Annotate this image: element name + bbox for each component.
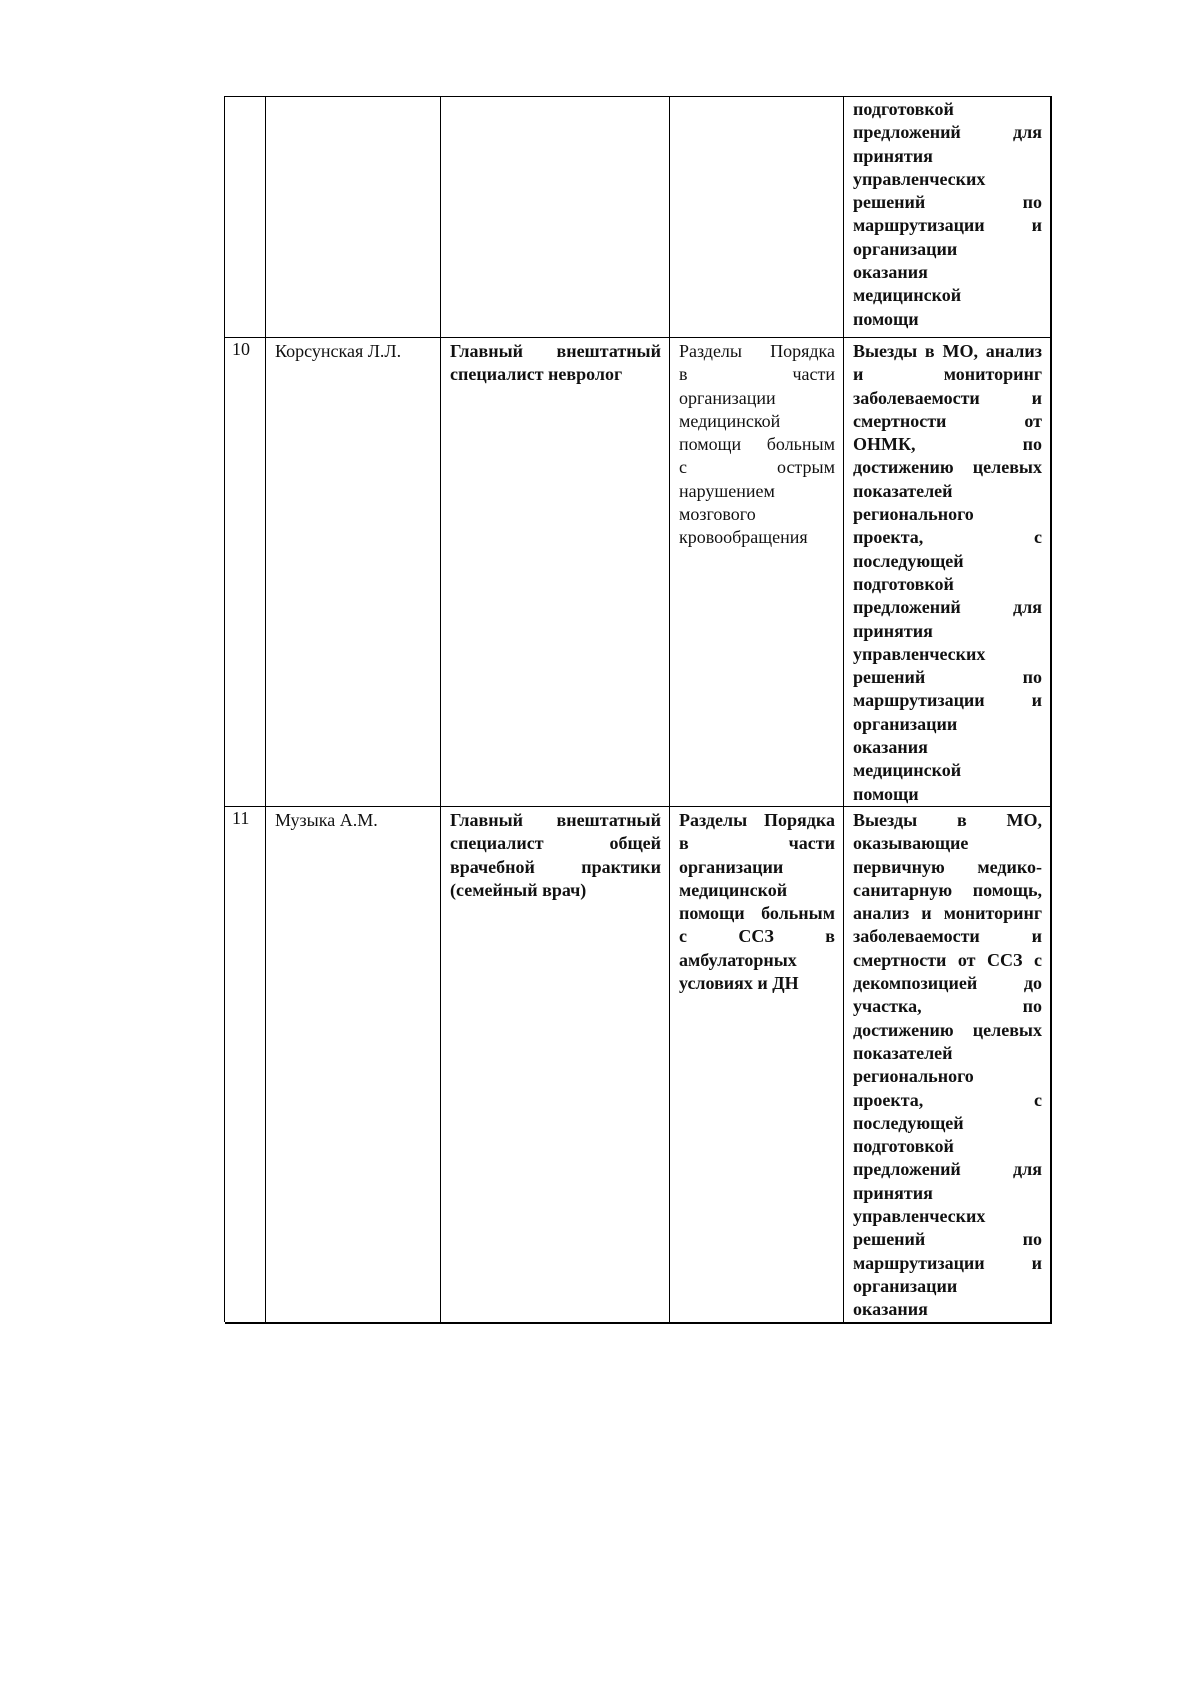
activities-line: показателей: [853, 1042, 953, 1063]
activities-line: оказания: [853, 1299, 928, 1320]
activities-line: решений по: [853, 192, 1042, 213]
activities-line: оказания: [853, 737, 928, 758]
cell-number: [225, 338, 266, 807]
sections-line: помощи больным: [679, 903, 835, 924]
position-line: специалист невролог: [450, 364, 623, 385]
sections-line: организации: [679, 856, 784, 877]
activities-line: организации: [853, 1275, 958, 1296]
activities-line: предложений для: [853, 122, 1042, 143]
sections-line: медицинской: [679, 879, 788, 900]
cell-position: [441, 338, 670, 807]
activities-line: организации: [853, 238, 958, 259]
activities-line: показателей: [853, 480, 953, 501]
activities-line: принятия: [853, 1182, 933, 1203]
position-line: Главный внештатный: [450, 341, 661, 361]
sections-line: с острым: [679, 457, 835, 478]
table-row: [225, 807, 1052, 1322]
activities-line: последующей: [853, 550, 964, 571]
cell-sections: [670, 807, 844, 1324]
activities-line: принятия: [853, 145, 933, 166]
activities-line: ОНМК, по: [853, 434, 1042, 455]
table-row: [225, 338, 1052, 807]
sections-line: в части: [679, 833, 835, 854]
position-line: специалист общей: [450, 833, 661, 854]
activities-line: предложений для: [853, 1159, 1042, 1180]
sections-line: организации: [679, 387, 776, 408]
sections-line: амбулаторных: [679, 949, 797, 970]
activities-line: анализ и мониторинг: [853, 903, 1042, 924]
row-number: 10: [232, 339, 250, 359]
activities-line: последующей: [853, 1112, 964, 1133]
activities-line: санитарную помощь,: [853, 879, 1042, 900]
activities-line: маршрутизации и: [853, 1252, 1042, 1273]
activities-line: заболеваемости и: [853, 387, 1042, 408]
cell-activities: [844, 807, 1052, 1324]
activities-line: и мониторинг: [853, 364, 1042, 385]
cell-name: [266, 97, 441, 338]
position-line: врачебной практики: [450, 856, 661, 877]
activities-line: регионального: [853, 504, 974, 525]
activities-line: маршрутизации и: [853, 215, 1042, 236]
activities-line: помощи: [853, 783, 919, 804]
cell-sections: [670, 338, 844, 807]
activities-line: достижению целевых: [853, 457, 1042, 478]
position-line: (семейный врач): [450, 879, 587, 900]
sections-line: кровообращения: [679, 527, 808, 548]
activities-line: предложений для: [853, 597, 1042, 618]
cell-name: [266, 338, 441, 807]
cell-activities: [844, 338, 1052, 807]
sections-line: медицинской: [679, 410, 781, 431]
cell-position: [441, 97, 670, 338]
activities-line: оказания: [853, 262, 928, 283]
activities-line: медицинской: [853, 285, 962, 306]
activities-line: оказывающие: [853, 833, 969, 854]
sections-line: условиях и ДН: [679, 973, 799, 994]
activities-line: Выезды в МО,: [853, 810, 1042, 830]
sections-line: с ССЗ в: [679, 926, 835, 947]
sections-line: Разделы Порядка: [679, 810, 835, 830]
activities-line: регионального: [853, 1066, 974, 1087]
activities-line: подготовкой: [853, 573, 954, 594]
activities-line: декомпозицией до: [853, 973, 1042, 994]
activities-line: управленческих: [853, 168, 986, 189]
cell-position: [441, 807, 670, 1324]
activities-line: первичную медико-: [853, 856, 1042, 877]
row-number: 11: [232, 808, 250, 828]
activities-line: проекта, с: [853, 1089, 1042, 1110]
cell-activities: [844, 97, 1052, 338]
name-text: Музыка А.М.: [275, 810, 378, 830]
cell-name: [266, 807, 441, 1324]
cell-sections: [670, 97, 844, 338]
activities-line: подготовкой: [853, 1136, 954, 1157]
activities-line: подготовкой: [853, 99, 954, 119]
activities-line: смертности от: [853, 410, 1042, 431]
activities-line: смертности от ССЗ с: [853, 949, 1042, 970]
activities-line: организации: [853, 713, 958, 734]
activities-line: управленческих: [853, 1206, 986, 1227]
activities-line: управленческих: [853, 643, 986, 664]
activities-line: помощи: [853, 308, 919, 329]
sections-line: Разделы Порядка: [679, 341, 835, 361]
sections-line: мозгового: [679, 504, 756, 525]
activities-line: медицинской: [853, 760, 962, 781]
table-row: [225, 97, 1052, 338]
cell-number: [225, 97, 266, 338]
activities-line: решений по: [853, 667, 1042, 688]
activities-line: маршрутизации и: [853, 690, 1042, 711]
sections-line: в части: [679, 364, 835, 385]
activities-line: Выезды в МО, анализ: [853, 341, 1042, 361]
name-text: Корсунская Л.Л.: [275, 341, 402, 361]
sections-line: нарушением: [679, 480, 775, 501]
activities-line: заболеваемости и: [853, 926, 1042, 947]
activities-line: принятия: [853, 620, 933, 641]
cell-number: [225, 807, 266, 1324]
activities-line: проекта, с: [853, 527, 1042, 548]
activities-line: достижению целевых: [853, 1019, 1042, 1040]
activities-line: решений по: [853, 1229, 1042, 1250]
position-line: Главный внештатный: [450, 810, 661, 830]
sections-line: помощи больным: [679, 434, 835, 455]
staff-table: [224, 96, 1052, 1322]
activities-line: участка, по: [853, 996, 1042, 1017]
